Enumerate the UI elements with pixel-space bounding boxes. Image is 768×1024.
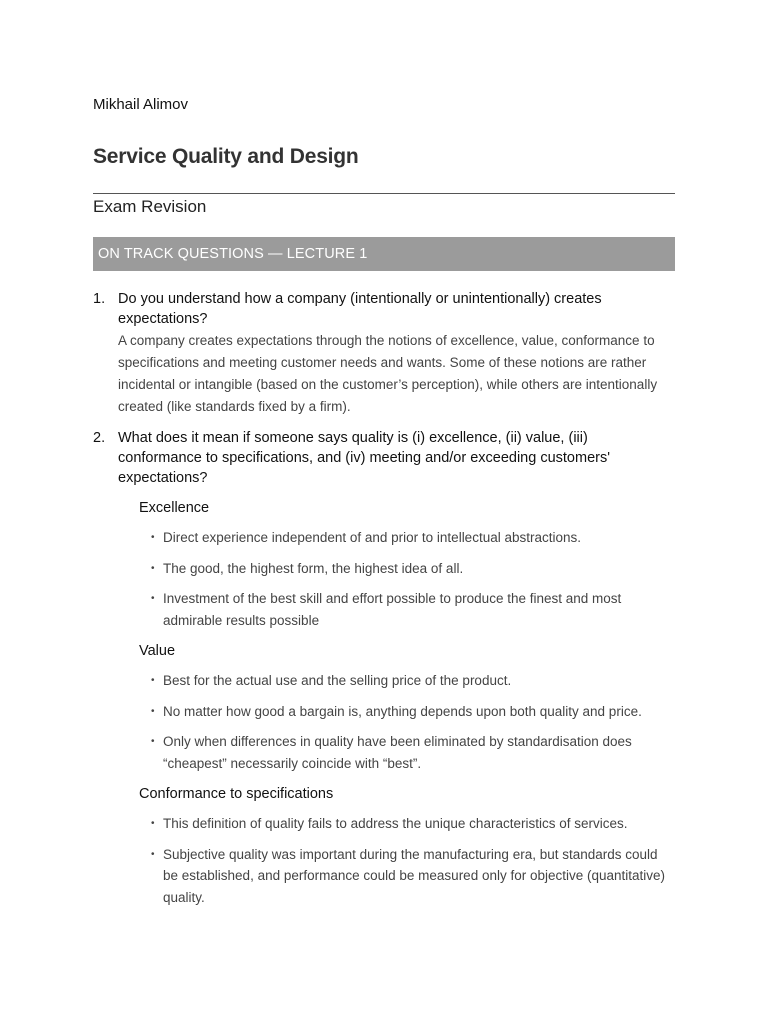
bullet-list-conformance (93, 813, 675, 908)
question-text: What does it mean if someone says quality is (i) excellence, (ii) value, (iii) conformance to specifications, and (iv) meeting and/or exceeding customers' expectations? (118, 430, 610, 486)
question-1 (93, 289, 675, 329)
answer-1: A company creates expectations through the notions of excellence, value, conformance to specifications and meeting customer needs and wants. Some of these notions are rather incidental or intangible (based on the customer’s perception), while others are intentionally created (like standards fixed by a firm). (118, 333, 658, 414)
list-item: • The good, the highest form, the highest idea of all. (163, 558, 675, 580)
section-banner-label: ON TRACK QUESTIONS — LECTURE 1 (98, 246, 368, 262)
list-item: • Investment of the best skill and effort possible to produce the finest and most admirable results possible (163, 588, 675, 631)
title-divider (93, 193, 675, 194)
question-2 (93, 428, 675, 488)
list-item: • Subjective quality was important during the manufacturing era, but standards could be established, and performance could be measured only for objective (quantitative) quality. (163, 844, 675, 909)
bullet-list-value (93, 670, 675, 774)
list-item: • This definition of quality fails to address the unique characteristics of services. (163, 813, 675, 835)
subheading-conformance: Conformance to specifications (139, 786, 334, 802)
document-title: Service Quality and Design (93, 145, 359, 168)
question-number: 1. (93, 291, 106, 307)
list-item: • Best for the actual use and the selling price of the product. (163, 670, 675, 692)
bullet-list-excellence (93, 527, 675, 631)
author-name: Mikhail Alimov (93, 96, 189, 113)
list-item: • Direct experience independent of and prior to intellectual abstractions. (163, 527, 675, 549)
question-text: Do you understand how a company (intentionally or unintentionally) creates expectations? (118, 291, 602, 327)
questions-list (93, 289, 675, 908)
subheading-value: Value (139, 643, 176, 659)
question-number: 2. (93, 430, 106, 446)
document-subtitle: Exam Revision (93, 197, 207, 216)
section-banner (93, 237, 675, 271)
list-item: • No matter how good a bargain is, anything depends upon both quality and price. (163, 701, 675, 723)
subheading-excellence: Excellence (139, 500, 210, 516)
list-item: • Only when differences in quality have been eliminated by standardisation does “cheapest” necessarily coincide with “best”. (163, 731, 675, 774)
